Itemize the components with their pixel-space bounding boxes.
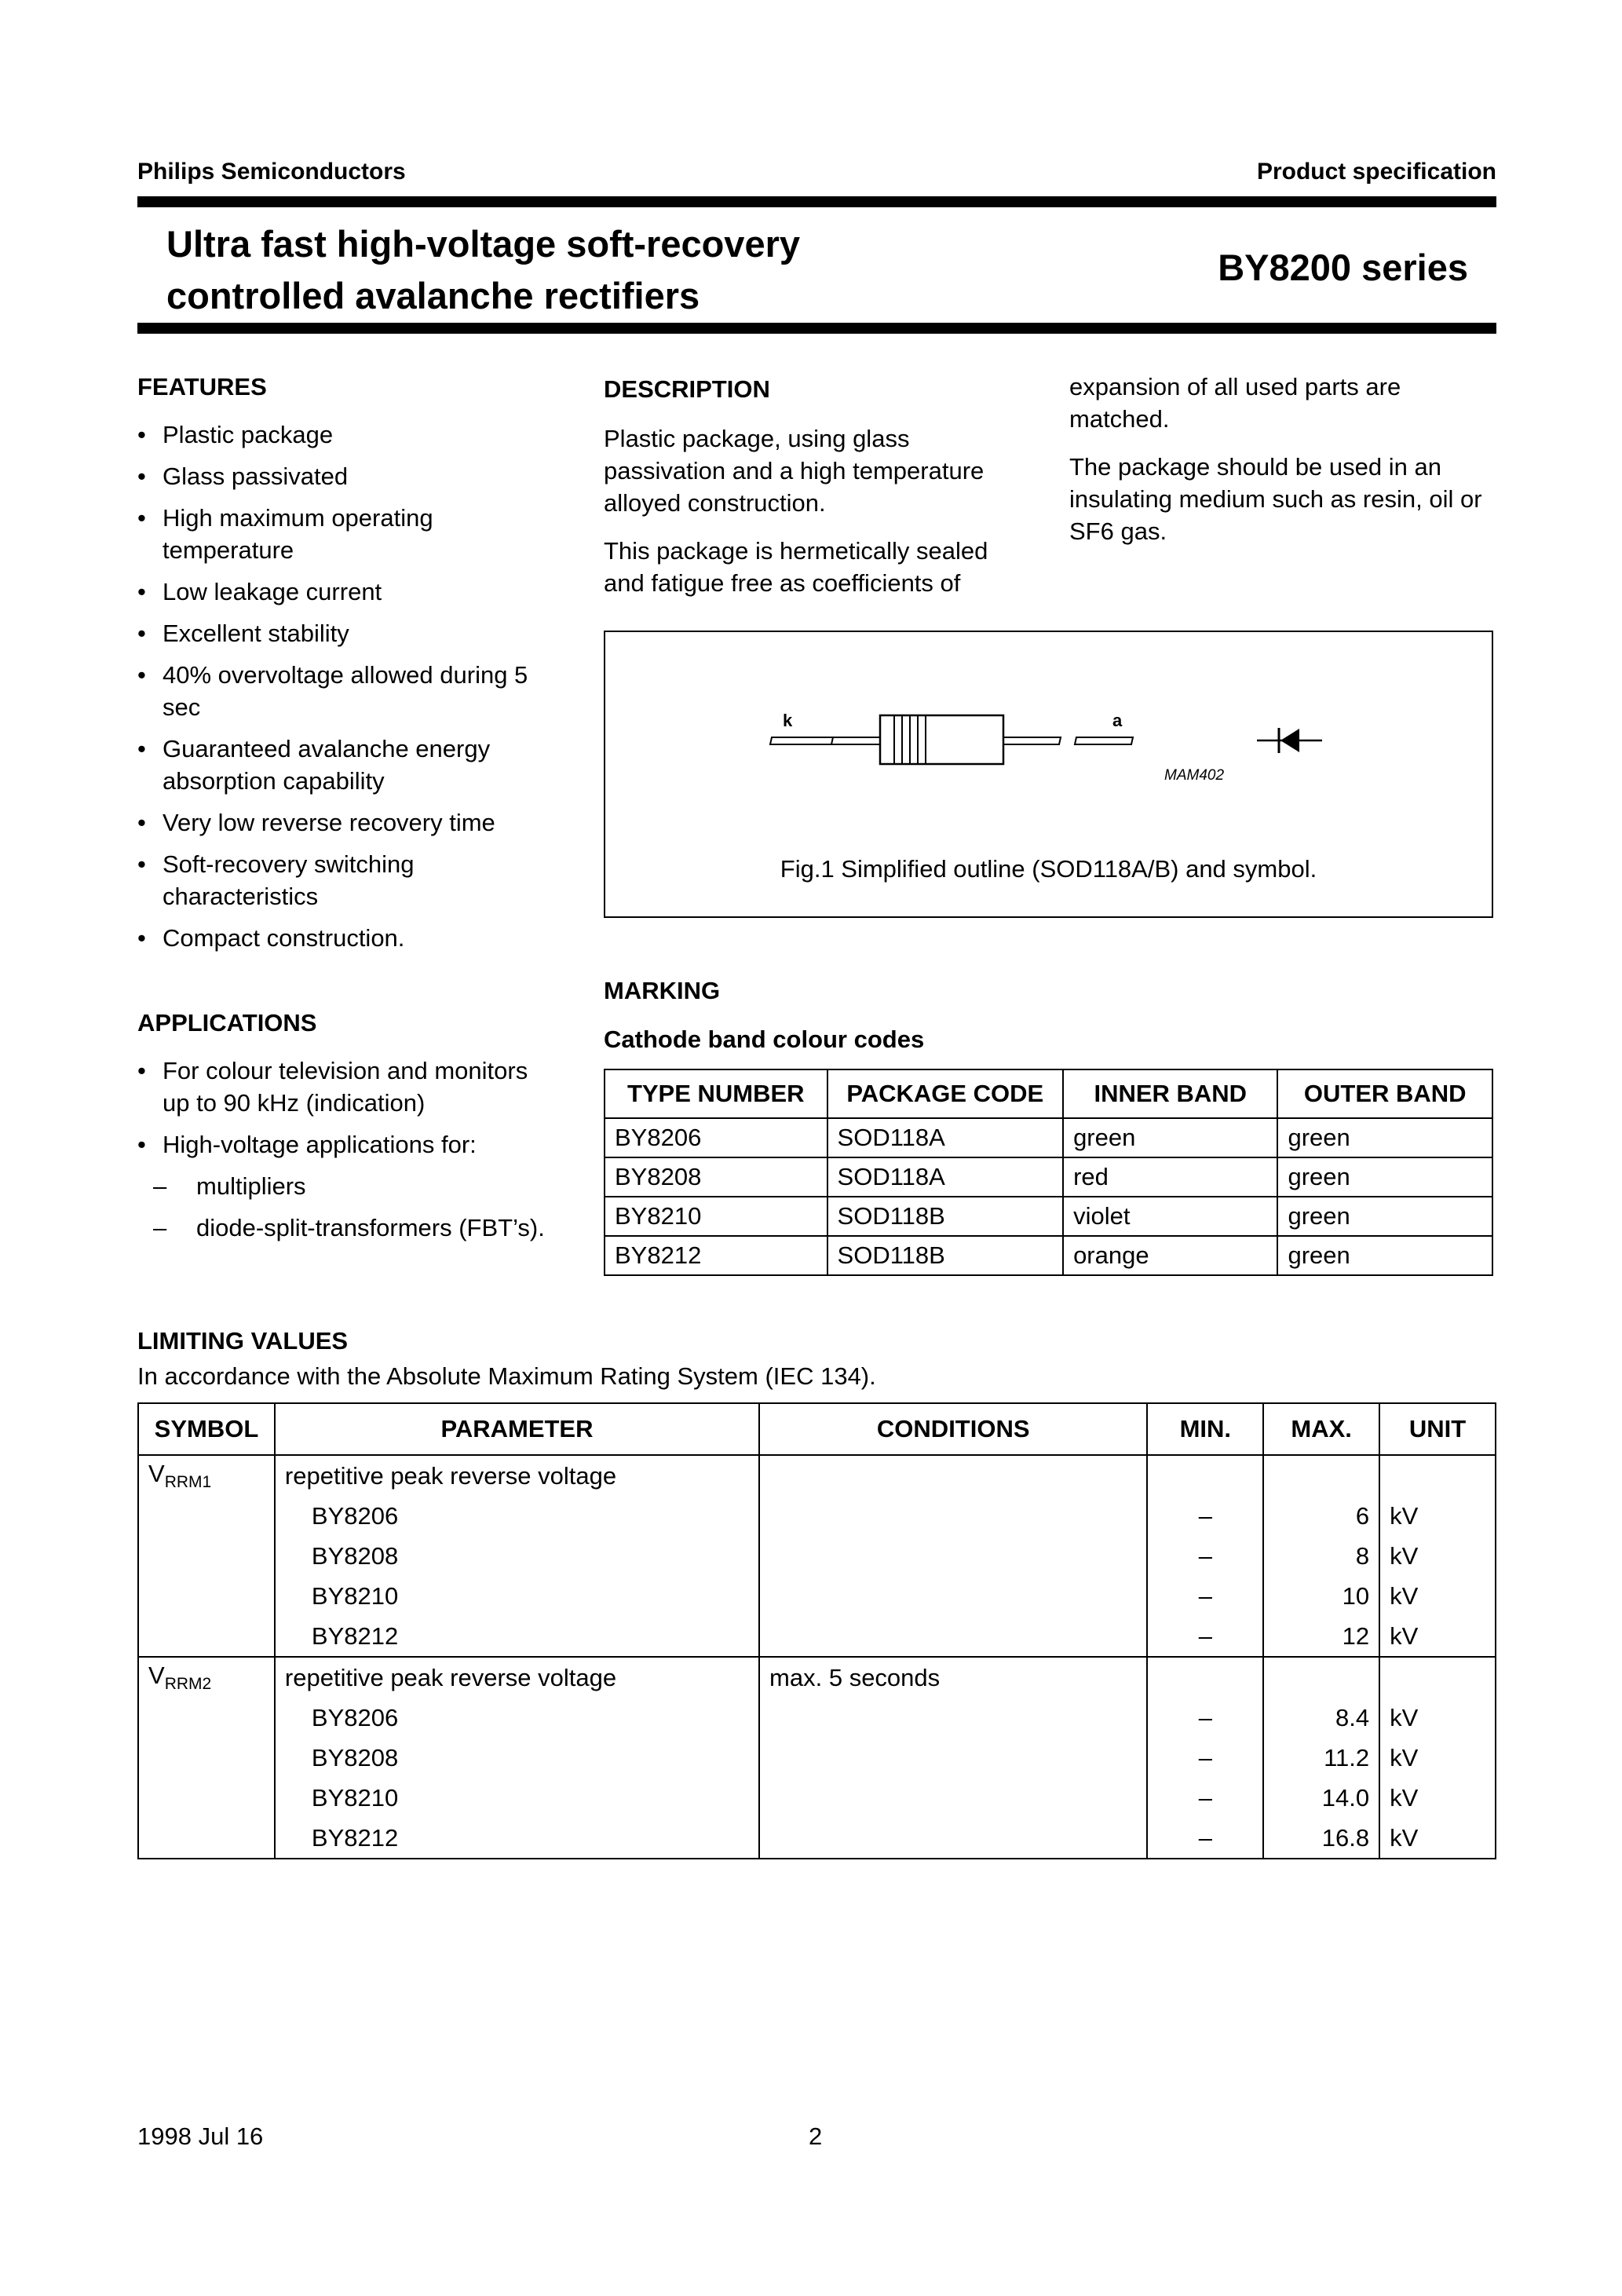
table-row (605, 1236, 1492, 1275)
diode-symbol-icon (1257, 728, 1322, 753)
list-item: • Excellent stability (137, 617, 561, 649)
table-cell: red (1063, 1157, 1277, 1197)
limiting-heading: LIMITING VALUES (137, 1327, 349, 1355)
table-cell: green (1277, 1118, 1492, 1157)
column-header: UNIT (1379, 1403, 1496, 1455)
min-cell: – (1147, 1778, 1263, 1818)
figure-caption: Fig.1 Simplified outline (SOD118A/B) and symbol. (780, 855, 1317, 883)
type-cell: BY8212 (275, 1818, 759, 1859)
column-header: PARAMETER (275, 1403, 759, 1455)
min-cell: – (1147, 1818, 1263, 1859)
features-list (137, 419, 561, 954)
description-heading: DESCRIPTION (604, 375, 770, 403)
list-item: • High-voltage applications for: (137, 1128, 561, 1161)
table-cell: SOD118B (827, 1236, 1064, 1275)
type-cell: BY8210 (275, 1778, 759, 1818)
list-item: • Low leakage current (137, 576, 561, 608)
min-cell: – (1147, 1738, 1263, 1778)
column-header: MAX. (1263, 1403, 1379, 1455)
symbol-cell: $V_{RRM1}$ (138, 1455, 275, 1496)
list-item: • Glass passivated (137, 460, 561, 492)
series-name: BY8200 series (1218, 247, 1468, 288)
company-name: Philips Semiconductors (137, 159, 406, 185)
page-number: 2 (809, 2122, 823, 2150)
list-item: – multipliers (137, 1170, 561, 1202)
list-item: • 40% overvoltage allowed during 5 sec (137, 659, 561, 723)
max-cell: 16.8 (1263, 1818, 1379, 1859)
table-cell: green (1277, 1157, 1492, 1197)
marking-subheading: Cathode band colour codes (604, 1026, 925, 1053)
table-row (605, 1157, 1492, 1197)
min-cell: – (1147, 1536, 1263, 1576)
figure-box (604, 631, 1493, 918)
table-row (138, 1616, 1496, 1657)
table-cell: BY8206 (605, 1118, 827, 1157)
figure-code: MAM402 (1164, 767, 1225, 784)
table-row (138, 1818, 1496, 1859)
document-type: Product specification (1256, 159, 1496, 185)
column-header: INNER BAND (1063, 1069, 1277, 1118)
max-cell: 6 (1263, 1496, 1379, 1536)
footer-date: 1998 Jul 16 (137, 2122, 264, 2150)
description-paragraph: Plastic package, using glass passivation and a high temperature alloyed construction. (604, 425, 985, 517)
conditions-cell (759, 1455, 1147, 1496)
type-cell: BY8206 (275, 1496, 759, 1536)
min-cell: – (1147, 1698, 1263, 1738)
column-header: PACKAGE CODE (827, 1069, 1064, 1118)
marking-table (604, 1069, 1493, 1276)
unit-cell: kV (1379, 1698, 1496, 1738)
column-header: SYMBOL (138, 1403, 275, 1455)
limiting-values-table (137, 1402, 1496, 1859)
parameter-cell: repetitive peak reverse voltage (275, 1657, 759, 1698)
table-cell: orange (1063, 1236, 1277, 1275)
limiting-intro: In accordance with the Absolute Maximum Rating System (IEC 134). (137, 1362, 876, 1390)
column-header: CONDITIONS (759, 1403, 1147, 1455)
min-cell: – (1147, 1496, 1263, 1536)
max-cell: 12 (1263, 1616, 1379, 1657)
parameter-cell: repetitive peak reverse voltage (275, 1455, 759, 1496)
anode-lead (1075, 737, 1133, 744)
table-cell: violet (1063, 1197, 1277, 1236)
table-row (605, 1197, 1492, 1236)
document-title (166, 218, 800, 322)
anode-label: a (1112, 711, 1123, 730)
unit-cell: kV (1379, 1496, 1496, 1536)
type-cell: BY8208 (275, 1536, 759, 1576)
list-item: • High maximum operating temperature (137, 502, 561, 566)
header-rule-bottom (137, 323, 1496, 334)
title-line-2: controlled avalanche rectifiers (166, 275, 700, 316)
type-cell: BY8208 (275, 1738, 759, 1778)
table-cell: BY8208 (605, 1157, 827, 1197)
table-cell: green (1277, 1197, 1492, 1236)
min-cell: – (1147, 1576, 1263, 1616)
max-cell: 10 (1263, 1576, 1379, 1616)
list-item: • Compact construction. (137, 922, 561, 954)
table-row (138, 1536, 1496, 1576)
applications-sublist (137, 1170, 561, 1244)
unit-cell: kV (1379, 1738, 1496, 1778)
unit-cell: kV (1379, 1576, 1496, 1616)
diode-body (880, 715, 1003, 764)
description-paragraph: This package is hermetically sealed and fatigue free as coefficients of (604, 537, 988, 597)
description-paragraph: expansion of all used parts are matched. (1069, 373, 1401, 433)
title-line-1: Ultra fast high-voltage soft-recovery (166, 223, 801, 265)
table-cell: green (1277, 1236, 1492, 1275)
table-header-row (605, 1069, 1492, 1118)
unit-cell: kV (1379, 1616, 1496, 1657)
list-item: • Guaranteed avalanche energy absorption capability (137, 733, 561, 797)
table-cell: BY8212 (605, 1236, 827, 1275)
table-row (138, 1778, 1496, 1818)
cathode-label: k (783, 711, 793, 730)
table-cell: SOD118A (827, 1118, 1064, 1157)
list-item: – diode-split-transformers (FBT’s). (137, 1212, 561, 1244)
applications-section (137, 1009, 561, 1253)
column-header: TYPE NUMBER (605, 1069, 827, 1118)
features-section (137, 373, 561, 963)
table-cell: green (1063, 1118, 1277, 1157)
unit-cell: kV (1379, 1818, 1496, 1859)
table-cell: BY8210 (605, 1197, 827, 1236)
list-item: • Very low reverse recovery time (137, 806, 561, 839)
type-cell: BY8210 (275, 1576, 759, 1616)
table-row (138, 1698, 1496, 1738)
description-section (604, 373, 1028, 615)
type-cell: BY8206 (275, 1698, 759, 1738)
max-cell: 14.0 (1263, 1778, 1379, 1818)
table-row (605, 1118, 1492, 1157)
table-cell: SOD118B (827, 1197, 1064, 1236)
table-row (138, 1576, 1496, 1616)
column-header: OUTER BAND (1277, 1069, 1492, 1118)
list-item: • Soft-recovery switching characteristics (137, 848, 561, 912)
min-cell: – (1147, 1616, 1263, 1657)
table-row (138, 1738, 1496, 1778)
table-header-row (138, 1403, 1496, 1455)
unit-cell: kV (1379, 1536, 1496, 1576)
marking-heading: MARKING (604, 977, 721, 1004)
description-continued (1069, 371, 1493, 563)
description-paragraph: The package should be used in an insulating medium such as resin, oil or SF6 gas. (1069, 453, 1482, 545)
table-row (138, 1657, 1496, 1698)
unit-cell: kV (1379, 1778, 1496, 1818)
applications-list (137, 1055, 561, 1161)
table-cell: SOD118A (827, 1157, 1064, 1197)
features-heading: FEATURES (137, 373, 267, 400)
cathode-lead (770, 737, 833, 744)
max-cell: 8.4 (1263, 1698, 1379, 1738)
list-item: • For colour television and monitors up to 90 kHz (indication) (137, 1055, 561, 1119)
conditions-cell: max. 5 seconds (759, 1657, 1147, 1698)
table-row (138, 1496, 1496, 1536)
list-item: • Plastic package (137, 419, 561, 451)
symbol-cell: $V_{RRM2}$ (138, 1657, 275, 1698)
max-cell: 11.2 (1263, 1738, 1379, 1778)
column-header: MIN. (1147, 1403, 1263, 1455)
header-rule-top (137, 196, 1496, 207)
applications-heading: APPLICATIONS (137, 1009, 317, 1036)
table-row (138, 1455, 1496, 1496)
type-cell: BY8212 (275, 1616, 759, 1657)
max-cell: 8 (1263, 1536, 1379, 1576)
